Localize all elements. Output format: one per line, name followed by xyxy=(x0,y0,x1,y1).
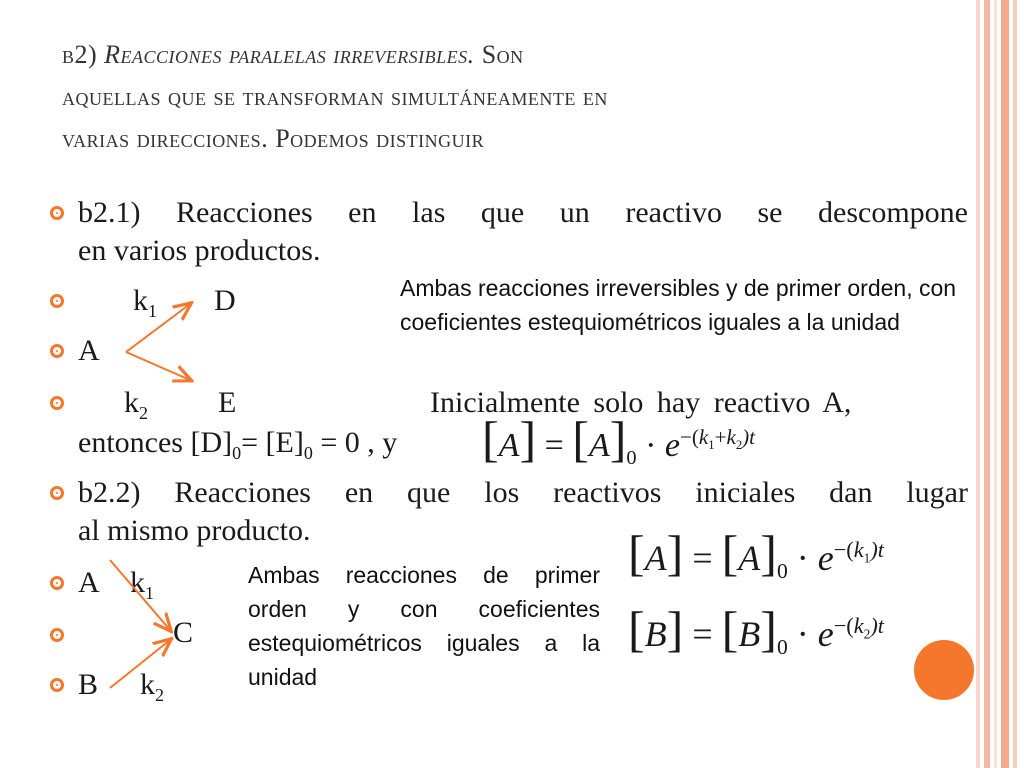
arrow-a-to-c xyxy=(110,560,170,630)
decorative-circle xyxy=(914,640,974,700)
title-line-3: varias direcciones. Podemos distinguir xyxy=(62,124,485,153)
inicialmente-text: Inicialmente solo hay reactivo A, xyxy=(430,386,852,419)
b21-line-1: b2.1) Reacciones en las que un reactivo se descompone xyxy=(78,196,968,229)
arrow-a-to-e xyxy=(126,352,190,380)
k2-label: $k_2$ xyxy=(124,386,148,423)
equation-a-k1-k2: $[A] = [A]_0 \cdot e^{-(k_1+k_2)t}$ xyxy=(482,411,756,469)
note-parallel-decomposition: Ambas reacciones irreversibles y de primer orden, con coeficientes estequiométricos iguales a la unidad xyxy=(400,275,957,335)
reactant-a-2: A xyxy=(78,566,100,599)
note-same-product: Ambas reacciones de primer orden y con coeficientes estequiométricos iguales a la unidad xyxy=(248,562,600,690)
title-prefix: b2) xyxy=(62,40,105,69)
title-line-2: aquellas que se transforman simultáneamente en xyxy=(62,82,608,111)
arrow-a-to-d xyxy=(126,304,190,352)
k1-label-2: $k_1$ xyxy=(130,566,154,603)
b22-line-2: al mismo producto. xyxy=(78,514,311,547)
equation-b-k2: $[B] = [B]_0 \cdot e^{-(k_2)t}$ xyxy=(628,601,884,660)
b21-line-2: en varios productos. xyxy=(78,234,321,267)
reactant-a: A xyxy=(78,334,100,367)
k1-label: $k_1$ xyxy=(133,284,157,321)
reactant-b: B xyxy=(78,668,99,701)
entonces-text: entonces $[D]_0= [E]_0 = 0$ , y xyxy=(78,426,398,463)
arrow-b-to-c xyxy=(110,640,170,688)
title-italic: Reacciones paralelas irreversibles. xyxy=(104,40,475,69)
product-c: C xyxy=(173,616,194,649)
product-d: D xyxy=(214,284,236,317)
product-e: E xyxy=(218,386,237,419)
title-suffix: Son xyxy=(474,40,524,69)
equation-a-k1: $[A] = [A]_0 \cdot e^{-(k_1)t}$ xyxy=(628,525,884,584)
k2-label-2: $k_2$ xyxy=(140,668,164,705)
b22-line-1: b2.2) Reacciones en que los reactivos iniciales dan lugar xyxy=(78,476,968,509)
